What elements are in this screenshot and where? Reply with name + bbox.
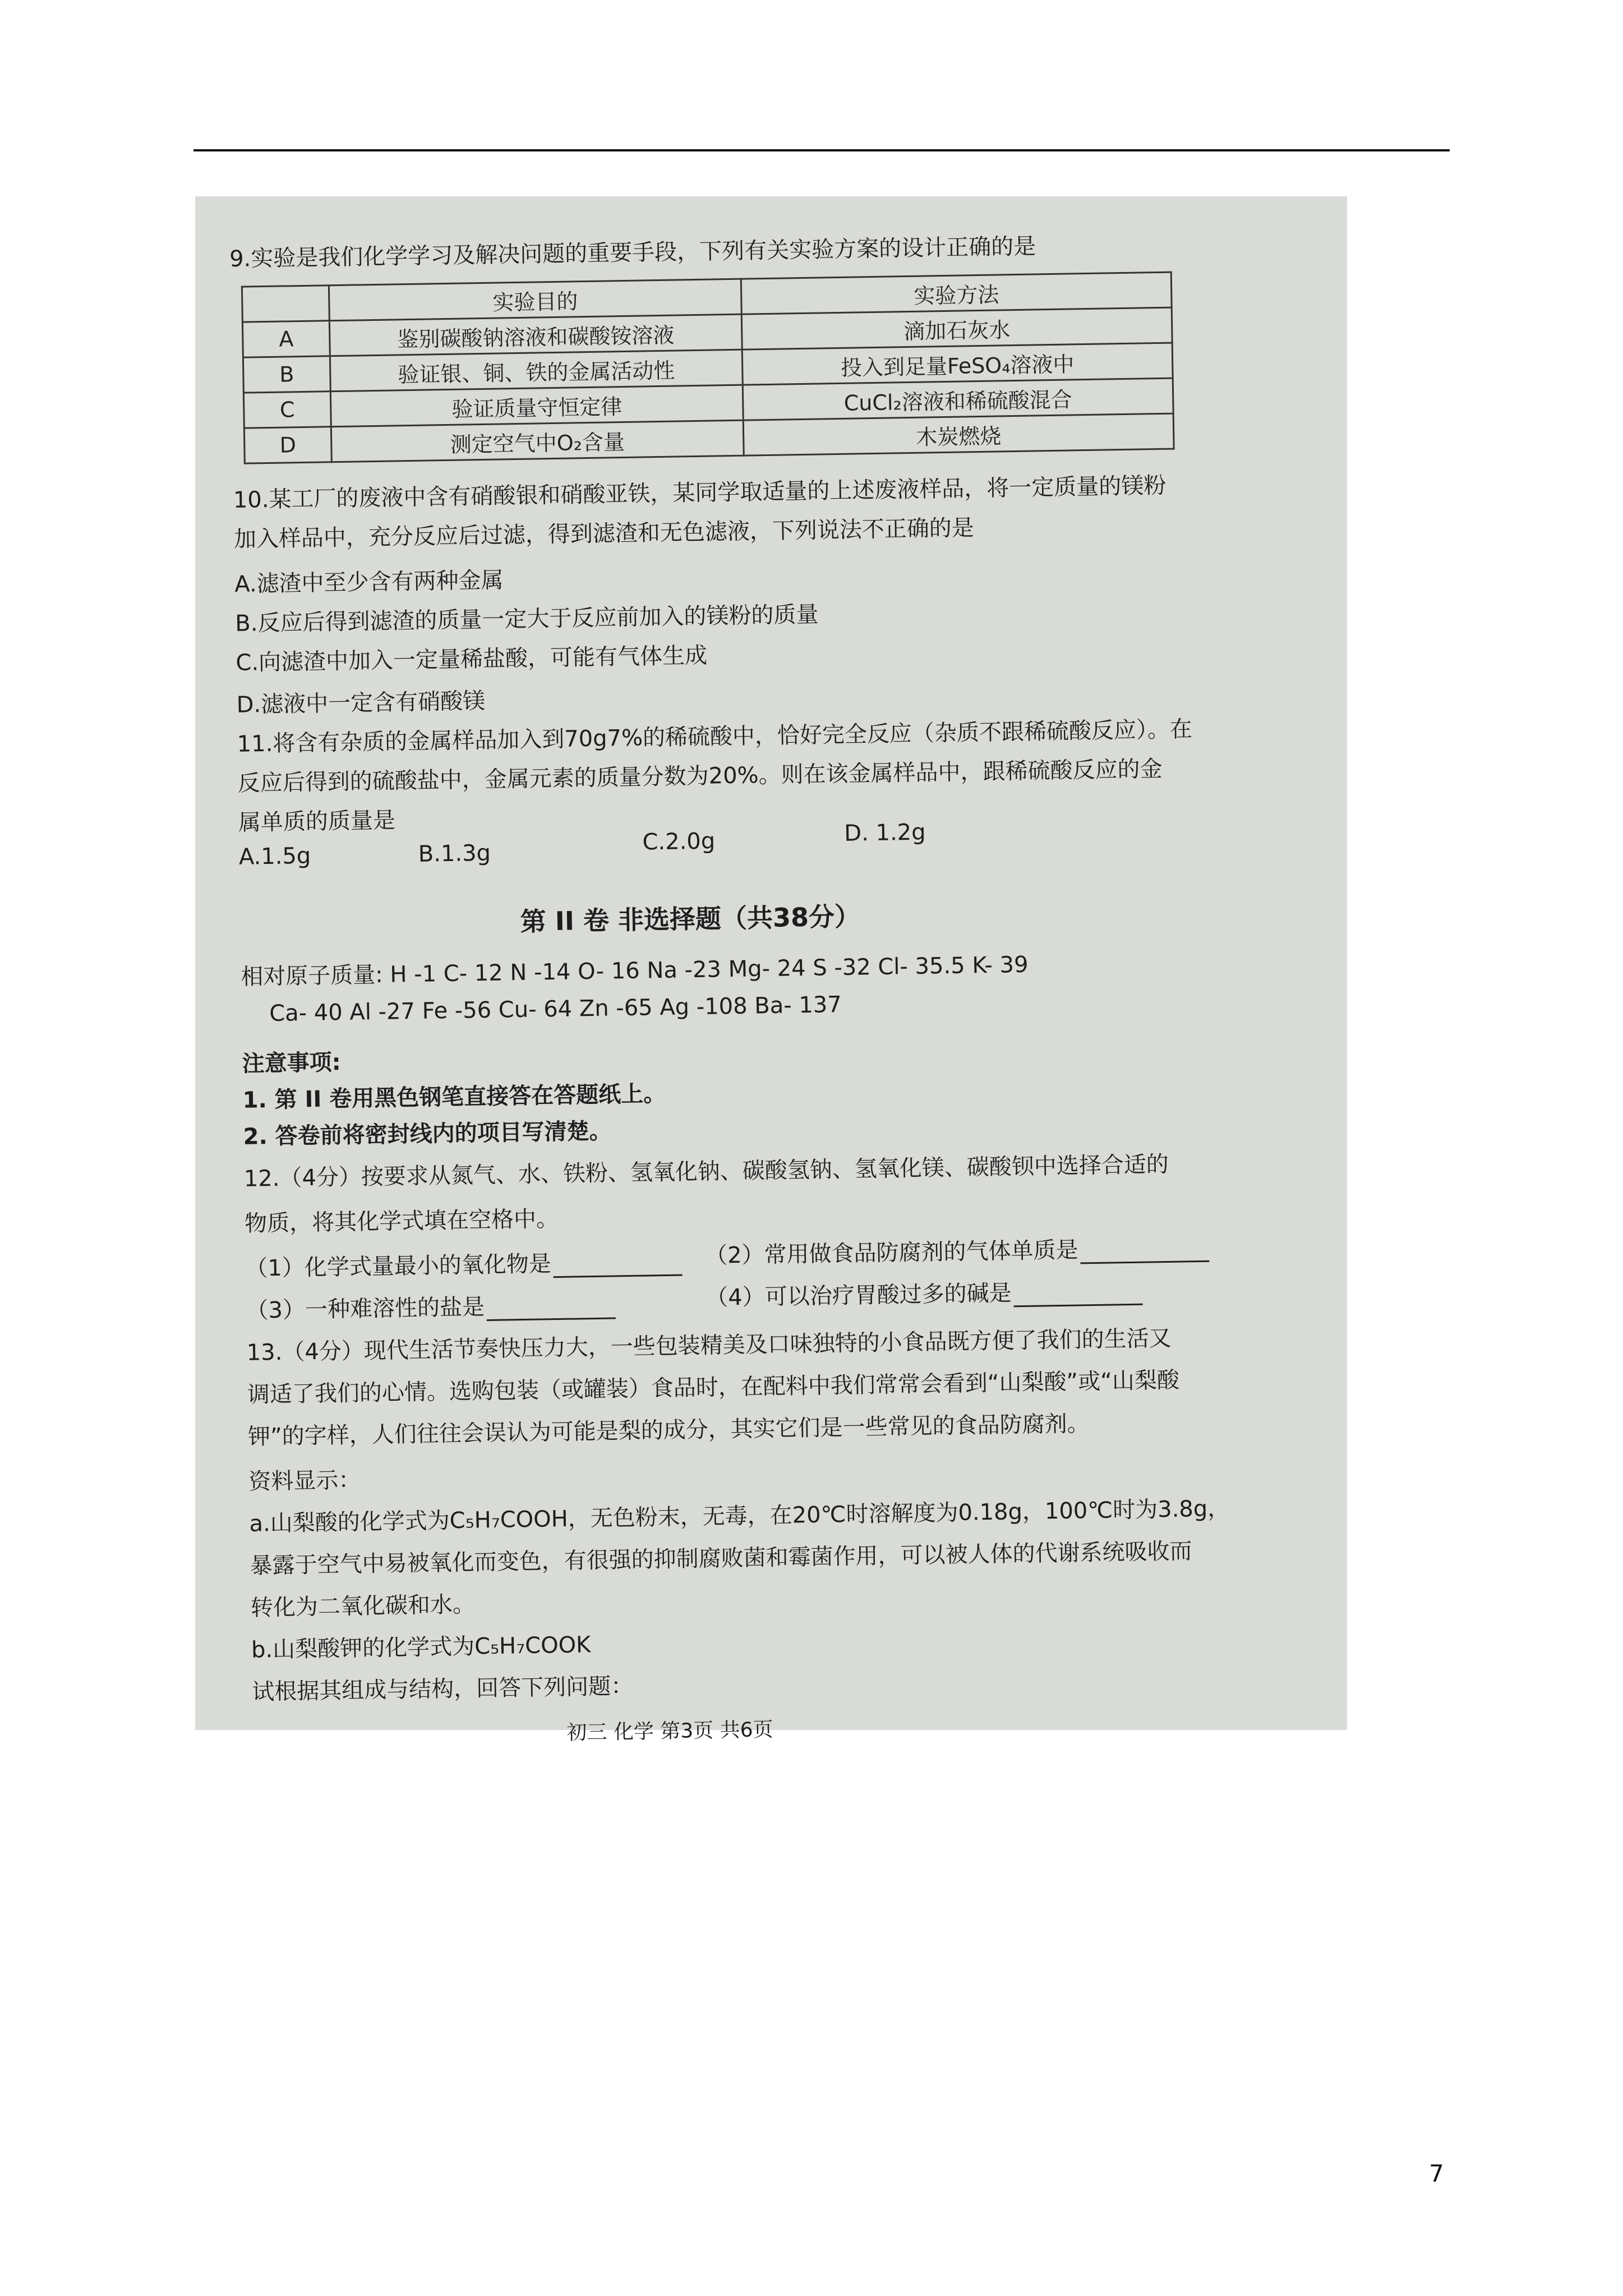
q11-line1: 11.将含有杂质的金属样品加入到70g7%的稀硫酸中，恰好完全反应（杂质不跟稀硫酸反应）。在	[237, 716, 1193, 757]
experiment-table	[241, 272, 1175, 464]
q12-item2	[705, 1230, 1210, 1270]
q13-a-line2: 暴露于空气中易被氧化而变色，有很强的抑制腐败菌和霉菌作用，可以被人体的代谢系统吸收而	[250, 1538, 1192, 1579]
note-1: 1. 第 II 卷用黑色钢笔直接答在答题纸上。	[242, 1080, 666, 1114]
q12-line1: 12.（4分）按要求从氮气、水、铁粉、氢氧化钠、碳酸氢钠、氢氧化镁、碳酸钡中选择合适的	[243, 1151, 1169, 1192]
q13-b-line: b.山梨酸钾的化学式为C₅H₇COOK	[251, 1632, 591, 1663]
row-method: 木炭燃烧	[743, 413, 1174, 455]
q11-option-c: C.2.0g	[642, 828, 716, 855]
q13-a-line3: 转化为二氧化碳和水。	[250, 1591, 476, 1621]
q10-line1: 10.某工厂的废液中含有硝酸银和硝酸亚铁，某同学取适量的上述废液样品，将一定质量的镁粉	[233, 472, 1166, 513]
q10-line2: 加入样品中，充分反应后过滤，得到滤渣和无色滤液，下列说法不正确的是	[233, 515, 975, 553]
atomic-mass-line2: Ca- 40 Al -27 Fe -56 Cu- 64 Zn -65 Ag -108 Ba- 137	[269, 992, 842, 1027]
row-key: B	[243, 356, 330, 393]
q13-a-line1: a.山梨酸的化学式为C₅H₇COOH，无色粉末，无毒，在20℃时溶解度为0.18g，100℃时为3.8g，	[249, 1496, 1230, 1537]
q12-item4	[706, 1273, 1143, 1312]
q10-option-d: D.滤液中一定含有硝酸镁	[236, 688, 486, 718]
row-purpose: 测定空气中O₂含量	[331, 420, 744, 462]
note-2: 2. 答卷前将密封线内的项目写清楚。	[243, 1118, 612, 1150]
q12-line2: 物质，将其化学式填在空格中。	[244, 1205, 559, 1237]
answer-blank-4	[1013, 1283, 1143, 1308]
row-key: C	[243, 392, 331, 428]
page-footer: 初三 化学 第3页 共6页	[566, 1718, 773, 1745]
row-purpose: 验证银、铜、铁的金属活动性	[330, 349, 743, 392]
q13-closing: 试根据其组成与结构，回答下列问题：	[251, 1673, 634, 1705]
table-header-purpose: 实验目的	[329, 279, 741, 321]
table-cell	[242, 286, 329, 322]
q10-option-a: A.滤渣中至少含有两种金属	[234, 567, 504, 597]
q11-line3: 属单质的质量是	[238, 807, 396, 836]
answer-blank-3	[487, 1297, 616, 1321]
q11-option-d: D. 1.2g	[843, 819, 926, 846]
q11-option-b: B.1.3g	[418, 840, 491, 867]
q9-stem: 9.实验是我们化学学习及解决问题的重要手段，下列有关实验方案的设计正确的是	[229, 233, 1036, 272]
q12-item2-text: （2）常用做食品防腐剂的气体单质是	[704, 1237, 1078, 1269]
row-key: A	[242, 321, 330, 357]
q12-item1	[245, 1244, 683, 1283]
exam-photo	[195, 196, 1347, 1745]
q10-option-c: C.向滤渣中加入一定量稀盐酸，可能有气体生成	[236, 642, 708, 676]
q12-item4-text: （4）可以治疗胃酸过多的碱是	[705, 1280, 1012, 1311]
answer-blank-1	[554, 1254, 683, 1278]
row-purpose: 验证质量守恒定律	[330, 385, 743, 427]
q12-item3	[246, 1287, 616, 1324]
q13-line2: 调适了我们的心情。选购包装（或罐装）食品时，在配料中我们常常会看到“山梨酸”或“山梨酸	[247, 1367, 1180, 1408]
q11-option-a: A.1.5g	[238, 843, 311, 870]
row-method: 投入到足量FeSO₄溶液中	[742, 343, 1173, 385]
q13-line3: 钾”的字样，人们往往会误认为可能是梨的成分，其实它们是一些常见的食品防腐剂。	[247, 1411, 1090, 1450]
page-number: 7	[1429, 2160, 1444, 2187]
row-method: CuCl₂溶液和稀硫酸混合	[743, 378, 1173, 420]
q12-item3-text: （3）一种难溶性的盐是	[246, 1294, 485, 1324]
table-header-method: 实验方法	[741, 272, 1172, 314]
exam-sheet	[229, 201, 1374, 1745]
top-rule	[193, 149, 1450, 151]
q13-info-title: 资料显示：	[248, 1467, 361, 1495]
q13-line1: 13.（4分）现代生活节奏快压力大，一些包装精美及口味独特的小食品既方便了我们的生活又	[246, 1325, 1172, 1366]
q10-option-b: B.反应后得到滤渣的质量一定大于反应前加入的镁粉的质量	[234, 601, 819, 637]
notes-title: 注意事项:	[242, 1050, 342, 1077]
atomic-mass-line1: 相对原子质量: H -1 C- 12 N -14 O- 16 Na -23 Mg- 24 S -32 Cl- 35.5 K- 39	[240, 951, 1029, 990]
row-key: D	[244, 427, 331, 463]
q12-item1-text: （1）化学式量最小的氧化物是	[245, 1251, 552, 1282]
section2-title: 第 II 卷 非选择题（共38分）	[520, 901, 861, 937]
q11-line2: 反应后得到的硫酸盐中，金属元素的质量分数为20%。则在该金属样品中，跟稀硫酸反应的金	[237, 756, 1163, 797]
answer-blank-2	[1080, 1240, 1210, 1264]
row-purpose: 鉴别碳酸钠溶液和碳酸铵溶液	[329, 314, 742, 356]
row-method: 滴加石灰水	[741, 307, 1172, 349]
